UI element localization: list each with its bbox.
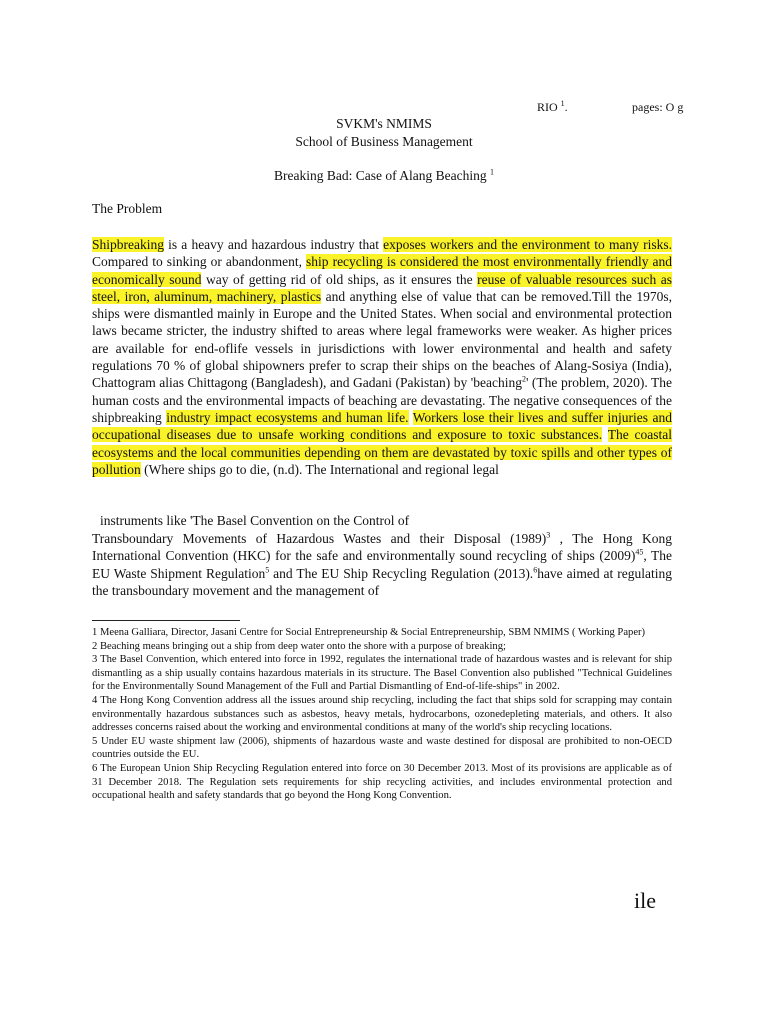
highlight-ecosystems: industry impact ecosystems and human life.: [166, 409, 409, 425]
highlight-shipbreaking: Shipbreaking: [92, 237, 164, 252]
body-paragraph-continued: Transboundary Movements of Hazardous Wastes and their Disposal $(1989)^3$ , The Hong Kong International Convention (HKC) for the safe and environmentally sound recycling of ships $(2009)^{45}$, The EU Waste Shipment Regulation$^5$ and The EU Ship Recycling Regulation (2013).$^6$have aimed at regulating the transboundary movement and the management of: [92, 530, 673, 598]
footnote-2: 2 Beaching means bringing out a ship from deep water onto the shore with a purpose of breaking;: [92, 640, 506, 652]
footnote-6: 6 The European Union Ship Recycling Regulation entered into force on 30 December 2013. Most of its provisions are applicable as of 31 December 2018. The Regulation sets requirements for ship recycling activities, and includes environmental protection and occupational health and safety standards that go beyond the Hong Kong Convention.: [92, 762, 672, 802]
section-heading: The Problem: [92, 201, 163, 216]
institution-name: SVKM's NMIMS: [336, 116, 432, 131]
footnote-4: 4 The Hong Kong Convention address all the issues around ship recycling, including the fact that ships sold for scrapping may contain environmentally hazardous substances such as asbestos, heavy metals, hydrocarbons, ozonedepleting materials, and others. It also addresses concerns raised about the working and environmental conditions at many of the world's ship recycling locations.: [92, 694, 672, 734]
footnote-separator: [92, 620, 240, 621]
pages-label: pages: O g: [632, 100, 684, 114]
school-name: School of Business Management: [295, 134, 473, 149]
body-paragraph: Shipbreaking is a heavy and hazardous industry that exposes workers and the environment to many risks. Compared to sinking or abandonment, ship recycling is considered the most environmentally friendly and economically sound way of getting rid of old ships, as it ensures the reuse of valuable resources such as steel, iron, aluminum, machinery, plastics and anything else of value that can be removed.Till the 1970s, ships were dismantled mainly in Europe and the United States. When social and environmental protection laws became stricter, the industry shifted to areas where legal frameworks were weaker. As higher prices are available for end-oflife vessels in jurisdictions with lower environmental and health and safety regulations 70 % of global shipowners prefer to scrap their ships on the beaches of Alang-Sosiya (India), Chattogram alias Chittagong (Bangladesh), and Gadani (Pakistan) by 'beaching$^2$' (The problem, 2020). The human costs and the environmental impacts of beaching are devastating. The negative consequences of the shipbreaking industry impact ecosystems and human life. Workers lose their lives and suffer injuries and occupational diseases due to unsafe working conditions and exposure to toxic substances. The coastal ecosystems and the local communities depending on them are devastated by toxic spills and other types of pollution (Where ships go to die, (n.d). The International and regional legal: [92, 237, 672, 477]
highlight-coastal: The coastal ecosystems and the local communities depending on them are devastated by toxic spills and other types of pollution: [92, 427, 672, 477]
footnotes: [92, 626, 672, 803]
highlight-risks: exposes workers and the environment to many risks.: [383, 237, 672, 252]
highlight-workers: Workers lose their lives and suffer injuries and occupational diseases due to unsafe working conditions and exposure to toxic substances.: [92, 409, 672, 443]
footnote-1: 1 Meena Galliara, Director, Jasani Centre for Social Entrepreneurship & Social Entrepreneurship, SBM NMIMS ( Working Paper): [92, 627, 646, 638]
indented-line: instruments like 'The Basel Convention on the Control of: [100, 513, 410, 528]
highlight-recycling: ship recycling is considered the most environmentally friendly and economically sound: [92, 254, 672, 287]
footnote-3: 3 The Basel Convention, which entered into force in 1992, regulates the international trade of hazardous wastes and is relevant for ship dismantling as a ship usually contains hazardous materials in its structure. The Basel Convention also published "Technical Guidelines for the Environmentally Sound Management of the Full and Partial Dismantling of End-of-life-ships" in 2002.: [92, 654, 672, 693]
highlight-resources: reuse of valuable resources such as steel, iron, aluminum, machinery, plastics: [92, 271, 672, 304]
footnote-5: 5 Under EU waste shipment law (2006), shipments of hazardous waste and waste destined for disposal are prohibited to non-OECD countries outside the EU.: [92, 735, 672, 761]
page-marker: ile: [634, 888, 656, 913]
document-title: Breaking Bad: Case of Alang Beaching $^1$: [274, 167, 494, 183]
rio-label: RIO $^1$.: [537, 99, 568, 114]
